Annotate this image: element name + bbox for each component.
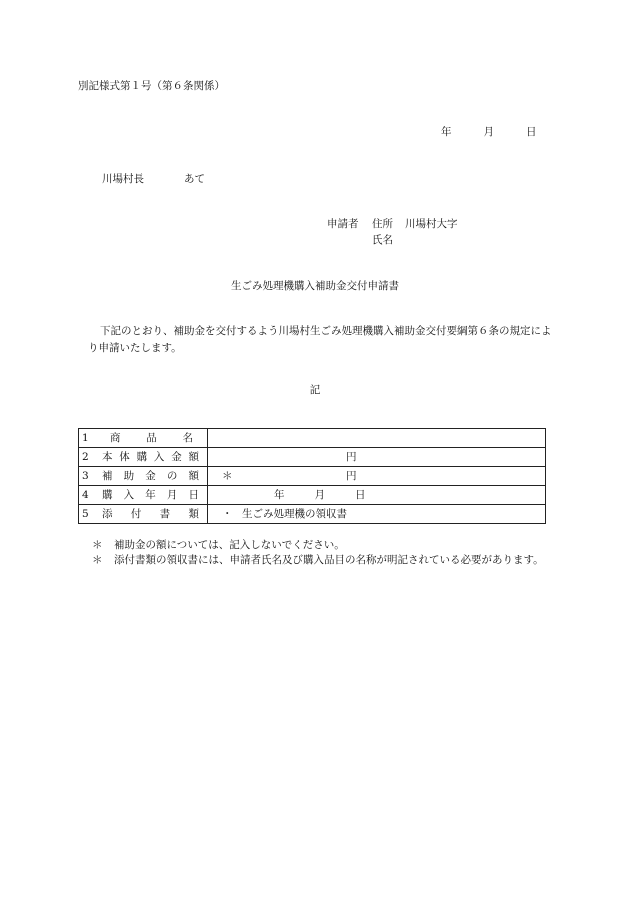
- purchase-date-cell: [208, 486, 546, 505]
- table-row: [79, 467, 546, 486]
- date-month-label: 月: [483, 126, 494, 138]
- row-label: [79, 467, 208, 486]
- label-char: 年: [145, 489, 156, 501]
- label-char: 本: [102, 451, 113, 463]
- label-char: 補: [102, 470, 113, 482]
- label-char: 金: [171, 451, 182, 463]
- row-label: [79, 486, 208, 505]
- notes: [92, 538, 552, 568]
- table-row: [79, 505, 546, 524]
- label-char: 額: [188, 451, 199, 463]
- label-char: 書: [159, 508, 171, 520]
- label-char: 月: [166, 489, 178, 501]
- note-item: [92, 538, 552, 553]
- table-row: [79, 486, 546, 505]
- label-char: 添: [102, 508, 113, 520]
- label-char: 商: [110, 432, 121, 444]
- row-number: 5: [82, 508, 89, 520]
- addressee: [102, 172, 205, 186]
- body-price-cell: [208, 448, 546, 467]
- addressee-name: 川場村長: [102, 173, 144, 185]
- table-row: [79, 448, 546, 467]
- note-mark: ＊: [92, 554, 103, 566]
- label-char: 名: [182, 432, 193, 444]
- label-char: 日: [188, 489, 199, 501]
- attachment-cell: [208, 505, 546, 524]
- label-char: の: [166, 470, 178, 482]
- date-day-label: 日: [526, 126, 537, 138]
- name-label: 氏名: [372, 234, 393, 246]
- address-label: 住所: [372, 218, 393, 230]
- label-char: 体: [119, 451, 130, 463]
- label-char: 購: [136, 451, 148, 463]
- label-char: 類: [188, 508, 199, 520]
- label-char: 金: [145, 470, 156, 482]
- row-label: [79, 448, 208, 467]
- product-name-cell: [208, 429, 546, 448]
- label-char: 入: [123, 489, 135, 501]
- attachment-text: 生ごみ処理機の領収書: [242, 508, 347, 520]
- label-char: 額: [188, 470, 199, 482]
- row-number: 2: [82, 451, 89, 463]
- document-title: 生ごみ処理機購入補助金交付申請書: [231, 280, 399, 292]
- note-mark: ＊: [92, 539, 103, 551]
- applicant-label: 申請者: [327, 218, 359, 230]
- label-char: 購: [102, 489, 113, 501]
- note-text: 補助金の額については、記入しないでください。: [114, 539, 345, 551]
- date-year-label: 年: [441, 126, 452, 138]
- addressee-suffix: あて: [184, 173, 205, 185]
- note-text: 添付書類の領収書には、申請者氏名及び購入品目の名称が明記されている必要があります。: [114, 554, 544, 566]
- body-text: 下記のとおり、補助金を交付するよう川場村生ごみ処理機購入補助金交付要綱第６条の規定により申請いたします。: [88, 325, 552, 354]
- label-char: 助: [123, 470, 135, 482]
- day-label: 日: [355, 489, 366, 501]
- row-number: 4: [82, 489, 89, 501]
- row-number: 1: [82, 432, 89, 444]
- row-label: [79, 505, 208, 524]
- label-char: 入: [153, 451, 165, 463]
- items-table: [78, 428, 546, 524]
- form-number: 別記様式第１号（第６条関係）: [78, 80, 225, 92]
- asterisk-mark: ＊: [222, 470, 233, 482]
- subsidy-amount-cell: [208, 467, 546, 486]
- row-label: [79, 429, 208, 448]
- ki-heading: 記: [309, 384, 321, 396]
- year-label: 年: [274, 489, 285, 501]
- label-char: 付: [130, 508, 142, 520]
- yen-unit: 円: [346, 451, 357, 463]
- bullet-mark: ・: [222, 508, 233, 520]
- label-char: 品: [146, 432, 157, 444]
- date-line: [441, 125, 537, 139]
- address-value: 川場村大字: [405, 218, 458, 230]
- month-label: 月: [314, 489, 325, 501]
- note-item: [92, 553, 552, 568]
- yen-unit: 円: [346, 470, 357, 482]
- table-row: [79, 429, 546, 448]
- row-number: 3: [82, 470, 89, 482]
